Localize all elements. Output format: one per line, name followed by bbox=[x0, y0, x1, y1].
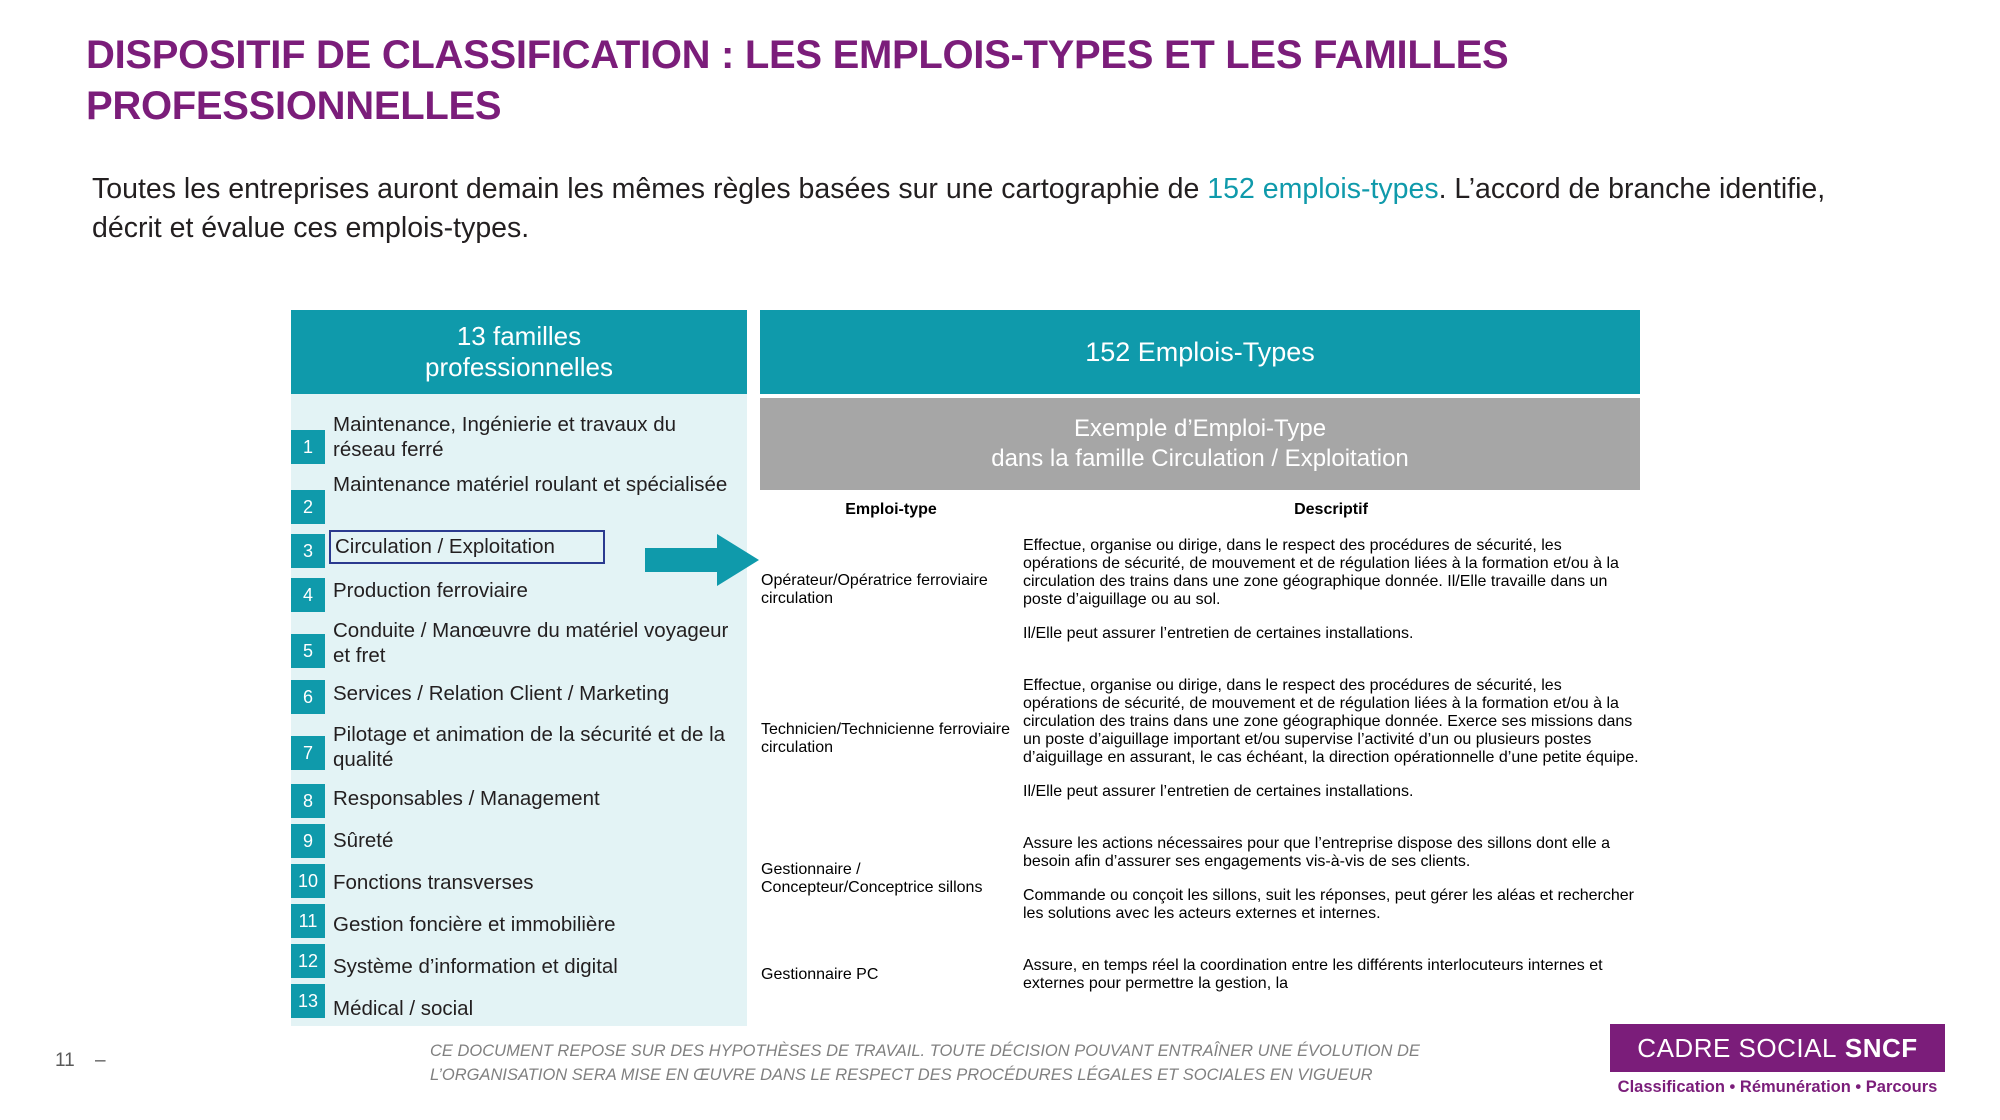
families-header-line1: 13 familles bbox=[456, 320, 582, 351]
emplois-types-table-container bbox=[760, 500, 1642, 1018]
column-header-emploi-type: Emploi-type bbox=[845, 501, 937, 518]
footer-disclaimer-line2: L’ORGANISATION SERA MISE EN ŒUVRE DANS LE RESPECT DES PROCÉDURES LÉGALES ET SOCIALES EN VIGUEUR bbox=[430, 1065, 1373, 1084]
family-label: Maintenance matériel roulant et spécialisée bbox=[333, 473, 728, 496]
table-row bbox=[760, 940, 1640, 1010]
cell-emploi-type: Gestionnaire / Concepteur/Conceptrice sillons bbox=[761, 861, 983, 896]
descriptif-paragraph: Il/Elle peut assurer l’entretien de certaines installations. bbox=[1023, 625, 1414, 642]
cell-emploi-type: Gestionnaire PC bbox=[761, 966, 879, 983]
table-row bbox=[760, 660, 1640, 818]
descriptif-paragraph: Il/Elle peut assurer l’entretien de certaines installations. bbox=[1023, 783, 1414, 800]
family-label-highlighted: Circulation / Exploitation bbox=[329, 530, 605, 564]
family-label: Fonctions transverses bbox=[333, 871, 534, 894]
cell-emploi-type: Technicien/Technicienne ferroviaire circulation bbox=[761, 721, 1011, 756]
list-item[interactable] bbox=[291, 680, 747, 722]
page-number: 11 bbox=[55, 1050, 75, 1071]
family-number-badge: 4 bbox=[291, 578, 325, 612]
footer-disclaimer bbox=[430, 1040, 1560, 1088]
logo-text-sncf: SNCF bbox=[1844, 1032, 1918, 1063]
cell-descriptif bbox=[1022, 520, 1640, 660]
family-number-badge: 12 bbox=[291, 944, 325, 978]
families-header-line2: professionnelles bbox=[425, 352, 613, 382]
cadre-social-sncf-logo bbox=[1610, 1024, 1945, 1072]
intro-text-part1: Toutes les entreprises auront demain les mêmes règles basées sur une cartographie de bbox=[92, 173, 1208, 205]
family-label: Système d’information et digital bbox=[333, 955, 618, 978]
cell-descriptif bbox=[1022, 660, 1640, 818]
list-item[interactable] bbox=[291, 472, 747, 530]
descriptif-paragraph: Effectue, organise ou dirige, dans le respect des procédures de sécurité, les opérations de sécurité, de mouvement et de régulation liées à la formation et/ou à la circulation des trains dans une zone géographique donnée. Il/Elle travaille dans un poste d’aiguillage ou au sol. bbox=[1023, 537, 1619, 608]
descriptif-paragraph: Assure les actions nécessaires pour que l’entreprise dispose des sillons dont elle a besoin afin d’assurer ses engagements vis-à-vis de ses clients. bbox=[1023, 835, 1610, 870]
list-item[interactable] bbox=[291, 910, 747, 952]
list-item[interactable] bbox=[291, 784, 747, 826]
family-number-badge: 13 bbox=[291, 984, 325, 1018]
table-row bbox=[760, 818, 1640, 940]
family-label: Gestion foncière et immobilière bbox=[333, 913, 616, 936]
list-item[interactable] bbox=[291, 826, 747, 868]
family-number-badge: 2 bbox=[291, 490, 325, 524]
column-header-descriptif: Descriptif bbox=[1294, 501, 1368, 518]
cell-emploi-type: Opérateur/Opératrice ferroviaire circulation bbox=[761, 572, 988, 607]
intro-accent-text: 152 emplois-types bbox=[1207, 173, 1439, 205]
intro-text-part2: . L’accord de branche identifie, décrit et évalue ces emplois-types. bbox=[92, 173, 1826, 245]
arrow-right-icon bbox=[645, 530, 760, 590]
list-item[interactable] bbox=[291, 412, 747, 470]
family-number-badge: 8 bbox=[291, 784, 325, 818]
page-number-dash: – bbox=[95, 1050, 106, 1071]
subheader-line2: dans la famille Circulation / Exploitation bbox=[991, 445, 1409, 472]
family-number-badge: 9 bbox=[291, 824, 325, 858]
list-item[interactable] bbox=[291, 952, 747, 994]
family-number-badge: 10 bbox=[291, 864, 325, 898]
family-number-badge: 5 bbox=[291, 634, 325, 668]
family-label: Responsables / Management bbox=[333, 787, 600, 810]
descriptif-paragraph: Assure, en temps réel la coordination entre les différents interlocuteurs internes et externes pour permettre la gestion, la bbox=[1023, 957, 1603, 992]
descriptif-paragraph: Effectue, organise ou dirige, dans le respect des procédures de sécurité, les opérations de sécurité, de mouvement et de régulation liées à la formation et/ou à la circulation des trains dans une zone géographique donnée. Exerce ses missions dans un poste d’aiguillage important et/ou supervise l’activité d’un ou plusieurs postes d’aiguillage en assurant, le cas échéant, la direction opérationnelle d’une petite équipe. bbox=[1023, 677, 1639, 766]
table-header-row bbox=[760, 500, 1640, 520]
family-number-badge: 1 bbox=[291, 430, 325, 464]
emploi-type-example-subheader bbox=[760, 398, 1640, 490]
family-label: Services / Relation Client / Marketing bbox=[333, 682, 670, 705]
logo-subtitle: Classification • Rémunération • Parcours bbox=[1617, 1078, 1938, 1096]
emplois-types-table bbox=[760, 500, 1640, 1010]
intro-paragraph bbox=[92, 170, 1832, 249]
family-label: Pilotage et animation de la sécurité et de la qualité bbox=[333, 723, 726, 771]
cell-descriptif bbox=[1022, 818, 1640, 940]
family-label: Conduite / Manœuvre du matériel voyageur et fret bbox=[333, 619, 729, 667]
family-label: Production ferroviaire bbox=[333, 579, 528, 602]
subheader-line1: Exemple d’Emploi-Type bbox=[1073, 415, 1327, 442]
family-label: Maintenance, Ingénierie et travaux du réseau ferré bbox=[333, 413, 677, 461]
family-label: Sûreté bbox=[333, 829, 394, 852]
logo-text-cadre-social: CADRE SOCIAL bbox=[1637, 1032, 1837, 1063]
list-item[interactable] bbox=[291, 722, 747, 780]
list-item[interactable] bbox=[291, 618, 747, 676]
list-item[interactable] bbox=[291, 990, 747, 1036]
table-row bbox=[760, 520, 1640, 660]
family-number-badge: 11 bbox=[291, 904, 325, 938]
emplois-types-header: 152 Emplois-Types bbox=[760, 310, 1640, 394]
footer-disclaimer-line1: CE DOCUMENT REPOSE SUR DES HYPOTHÈSES DE TRAVAIL. TOUTE DÉCISION POUVANT ENTRAÎNER UNE ÉVOLUTION DE bbox=[430, 1042, 1420, 1060]
family-number-badge: 3 bbox=[291, 534, 325, 568]
cell-descriptif bbox=[1022, 940, 1640, 1010]
family-label: Médical / social bbox=[333, 997, 474, 1020]
families-list bbox=[291, 394, 747, 1026]
family-number-badge: 6 bbox=[291, 680, 325, 714]
family-number-badge: 7 bbox=[291, 736, 325, 770]
page-title: DISPOSITIF DE CLASSIFICATION : LES EMPLOIS-TYPES ET LES FAMILLES PROFESSIONNELLES bbox=[86, 33, 1509, 129]
descriptif-paragraph: Commande ou conçoit les sillons, suit les réponses, peut gérer les aléas et rechercher les solutions avec les acteurs externes et internes. bbox=[1023, 887, 1634, 922]
families-header bbox=[291, 310, 747, 394]
list-item[interactable] bbox=[291, 868, 747, 910]
